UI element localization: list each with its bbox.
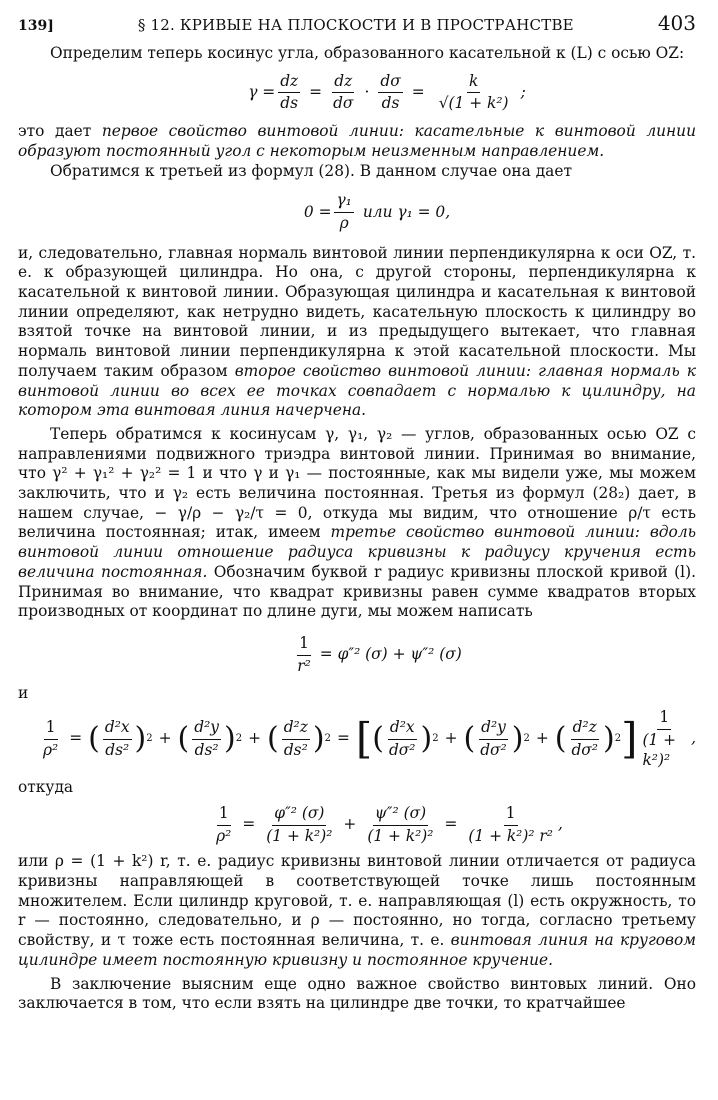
plus-sign: + (535, 729, 549, 748)
numerator: dz (332, 72, 354, 94)
equals-sign: = (411, 83, 425, 102)
denominator: (1 + k²)² r² (468, 826, 553, 845)
paren: ( (266, 721, 279, 757)
formula-end: , (557, 815, 563, 834)
third-property-text: третье свойство винтовой линии: вдоль винтовой линии отношение радиуса кривизны к радиусу кручения есть величина постоянная. (18, 523, 697, 581)
fraction (365, 804, 435, 846)
numerator: dσ (378, 72, 402, 94)
numerator: d²y (192, 718, 221, 740)
superscript: 2 (324, 733, 331, 745)
fraction (640, 708, 688, 770)
denominator: (1 + k²)² (642, 730, 677, 769)
paragraph-2-text: это дает (18, 122, 102, 141)
numerator: φ″² (σ) (272, 804, 326, 826)
conjunction-and: и (18, 684, 29, 703)
numerator: d²z (571, 718, 599, 740)
denominator: √(1 + k²) (438, 94, 509, 113)
plus-sign: + (444, 729, 458, 748)
numerator: d²y (479, 718, 508, 740)
fraction (295, 634, 313, 676)
denominator: (1 + k²)² (266, 826, 333, 845)
denominator: dσ² (388, 740, 416, 759)
paren: ) (312, 721, 325, 757)
denominator: (1 + k²)² (367, 826, 434, 845)
paren: ( (372, 721, 384, 757)
paragraph-6-text: или ρ = (1 + k²) r, т. е. радиус кривизны винтовой линии отличается от радиуса кривизны направляющей в соответствующей точке лишь постоянным множителем. Если цилиндр круговой, т. е. направляющая (l) есть окружность, то r — постоянно, следовательно, и ρ — постоянно, но тогда, согласно третьему свойству, и τ тоже есть постоянная величина, т. е. (18, 852, 696, 950)
formula-gamma1-rest: или γ₁ = 0, (362, 202, 451, 221)
formula-gamma1 (58, 191, 696, 233)
formula-end: ; (520, 83, 526, 102)
paragraph-7: В заключение выясним еще одно важное свойство винтовых линий. Оно заключается в том, что если взять на цилиндре две точки, то кратчайшее (18, 974, 696, 1013)
equals-sign: = (69, 729, 83, 748)
paren: ) (511, 721, 524, 757)
formula-curvature (58, 634, 696, 676)
equals-sign: = (309, 83, 323, 102)
denominator: dσ (333, 94, 354, 113)
numerator: ψ″² (σ) (373, 804, 428, 826)
formula-rho-squared (18, 708, 696, 770)
equals-sign: = (242, 815, 256, 834)
plus-sign: + (158, 729, 172, 748)
paren: ( (177, 721, 190, 757)
numerator: 1 (44, 718, 58, 740)
fraction (278, 72, 300, 114)
paragraph-4 (18, 244, 696, 421)
denominator: ρ² (43, 740, 59, 759)
numerator: d²x (103, 718, 132, 740)
paren: ( (88, 721, 100, 757)
bracket: ] (621, 714, 638, 764)
numerator: γ₁ (334, 191, 353, 213)
fraction (478, 718, 509, 760)
denominator: r² (297, 656, 311, 675)
paren: ( (554, 721, 567, 757)
paragraph-2 (18, 122, 696, 161)
numerator: d²z (282, 718, 310, 740)
numerator: 1 (297, 634, 311, 656)
superscript: 2 (614, 733, 622, 745)
bracket: [ (355, 714, 373, 764)
paragraph-5-text-a: Теперь обратимся к косинусам γ, γ₁, γ₂ — углов, образованных осью OZ с направлениями подвижного триэдра винтовой линии. Принимая во внимание, что γ² + γ₁² + γ₂² = 1 и что γ и γ₁ — постоянные, как мы видели уже, мы можем заключить, что и γ₂ есть величина постоянная. Третья из формул (28₂) дает, в нашем случае, − γ/ρ − γ₂/τ = 0, откуда мы видим, что отношение ρ/τ есть величина постоянная; итак, имеем (18, 424, 696, 542)
formula-curvature-rest: = φ″² (σ) + ψ″² (σ) (319, 645, 462, 664)
superscript: 2 (146, 733, 153, 745)
second-property-text: второе свойство винтовой линии: главная нормаль к винтовой линии во всех ее точках совпадает с нормалью к цилиндру, на котором эта винтовая линия начерчена. (18, 361, 696, 420)
fraction (103, 718, 132, 760)
numerator: 1 (504, 804, 518, 826)
formula-gamma1-lhs: 0 = (303, 202, 332, 221)
paren: ) (223, 721, 236, 757)
numerator: 1 (217, 804, 231, 826)
fraction (334, 191, 353, 233)
formula-gamma (78, 72, 696, 114)
denominator: dσ² (480, 740, 507, 759)
denominator: ds (280, 94, 299, 113)
running-header (18, 11, 696, 44)
formula-end: , (691, 729, 696, 748)
fraction (214, 804, 233, 846)
denominator: ds² (194, 740, 219, 759)
paren: ) (602, 721, 615, 757)
fraction (434, 72, 514, 114)
page-number: 403 (657, 11, 696, 35)
numerator: 1 (657, 708, 671, 730)
header-title: § 12. КРИВЫЕ НА ПЛОСКОСТИ И В ПРОСТРАНСТВЕ (137, 16, 574, 34)
numerator: k (467, 72, 480, 94)
fraction (192, 718, 221, 760)
fraction (41, 718, 60, 760)
equals-sign: = (444, 815, 458, 834)
superscript: 2 (432, 733, 439, 745)
formula-gamma-lhs: γ = (248, 83, 276, 102)
paragraph-5 (18, 425, 696, 622)
plus-sign: + (248, 729, 261, 748)
numerator: d²x (388, 718, 417, 740)
paragraph-5-text-b: Обозначим буквой r радиус кривизны плоской кривой (l). Принимая во внимание, что квадрат кривизны равен сумме квадратов вторых производных от координат по длине дуги, мы можем написать (18, 562, 696, 621)
denominator: ds (381, 94, 400, 113)
superscript: 2 (235, 733, 243, 745)
fraction (282, 718, 310, 760)
denominator: dσ² (571, 740, 598, 759)
paragraph-1: Определим теперь косинус угла, образованного касательной к (L) с осью OZ: (50, 44, 685, 62)
paragraph-3: Обратимся к третьей из формул (28). В данном случае она дает (50, 161, 572, 180)
fraction (387, 718, 418, 760)
formula-rho-final (78, 804, 696, 846)
denominator: ρ² (216, 826, 232, 845)
fraction (264, 804, 334, 846)
paren: ( (463, 721, 476, 757)
paren: ) (420, 721, 433, 757)
denominator: ρ (339, 213, 349, 232)
conjunction-whence: откуда (18, 778, 74, 797)
denominator: ds² (105, 740, 130, 759)
fraction (378, 72, 402, 114)
fraction (466, 804, 555, 846)
equals-sign: = (336, 729, 350, 748)
superscript: 2 (523, 733, 530, 745)
fraction (331, 72, 355, 114)
paragraph-4-text: и, следовательно, главная нормаль винтовой линии перпендикулярна к оси OZ, т. е. к образующей цилиндра. Но она, с другой стороны, перпендикулярна к касательной к винтовой линии. Образующая цилиндра и касательная к винтовой линии определяют, как нетрудно видеть, касательную плоскость к цилиндру во взятой точке на винтовой линии, и из предыдущего вытекает, что главная нормаль винтовой линии перпендикулярна к этой касательной плоскости. Мы получаем таким образом (18, 243, 696, 380)
fraction (569, 718, 600, 760)
first-property-text: первое свойство винтовой линии: касательные к винтовой линии образуют постоянный угол с некоторым неизменным направлением. (18, 122, 696, 160)
paren: ) (134, 721, 147, 757)
paragraph-6 (18, 852, 696, 970)
dot-operator: · (364, 83, 370, 102)
denominator: ds² (283, 740, 308, 759)
circular-helix-property-text: винтовая линия на круговом цилиндре имеет постоянную кривизну и постоянное кручение. (18, 931, 696, 969)
numerator: dz (278, 72, 300, 94)
plus-sign: + (343, 815, 357, 834)
header-section-ref: 139] (18, 18, 54, 34)
